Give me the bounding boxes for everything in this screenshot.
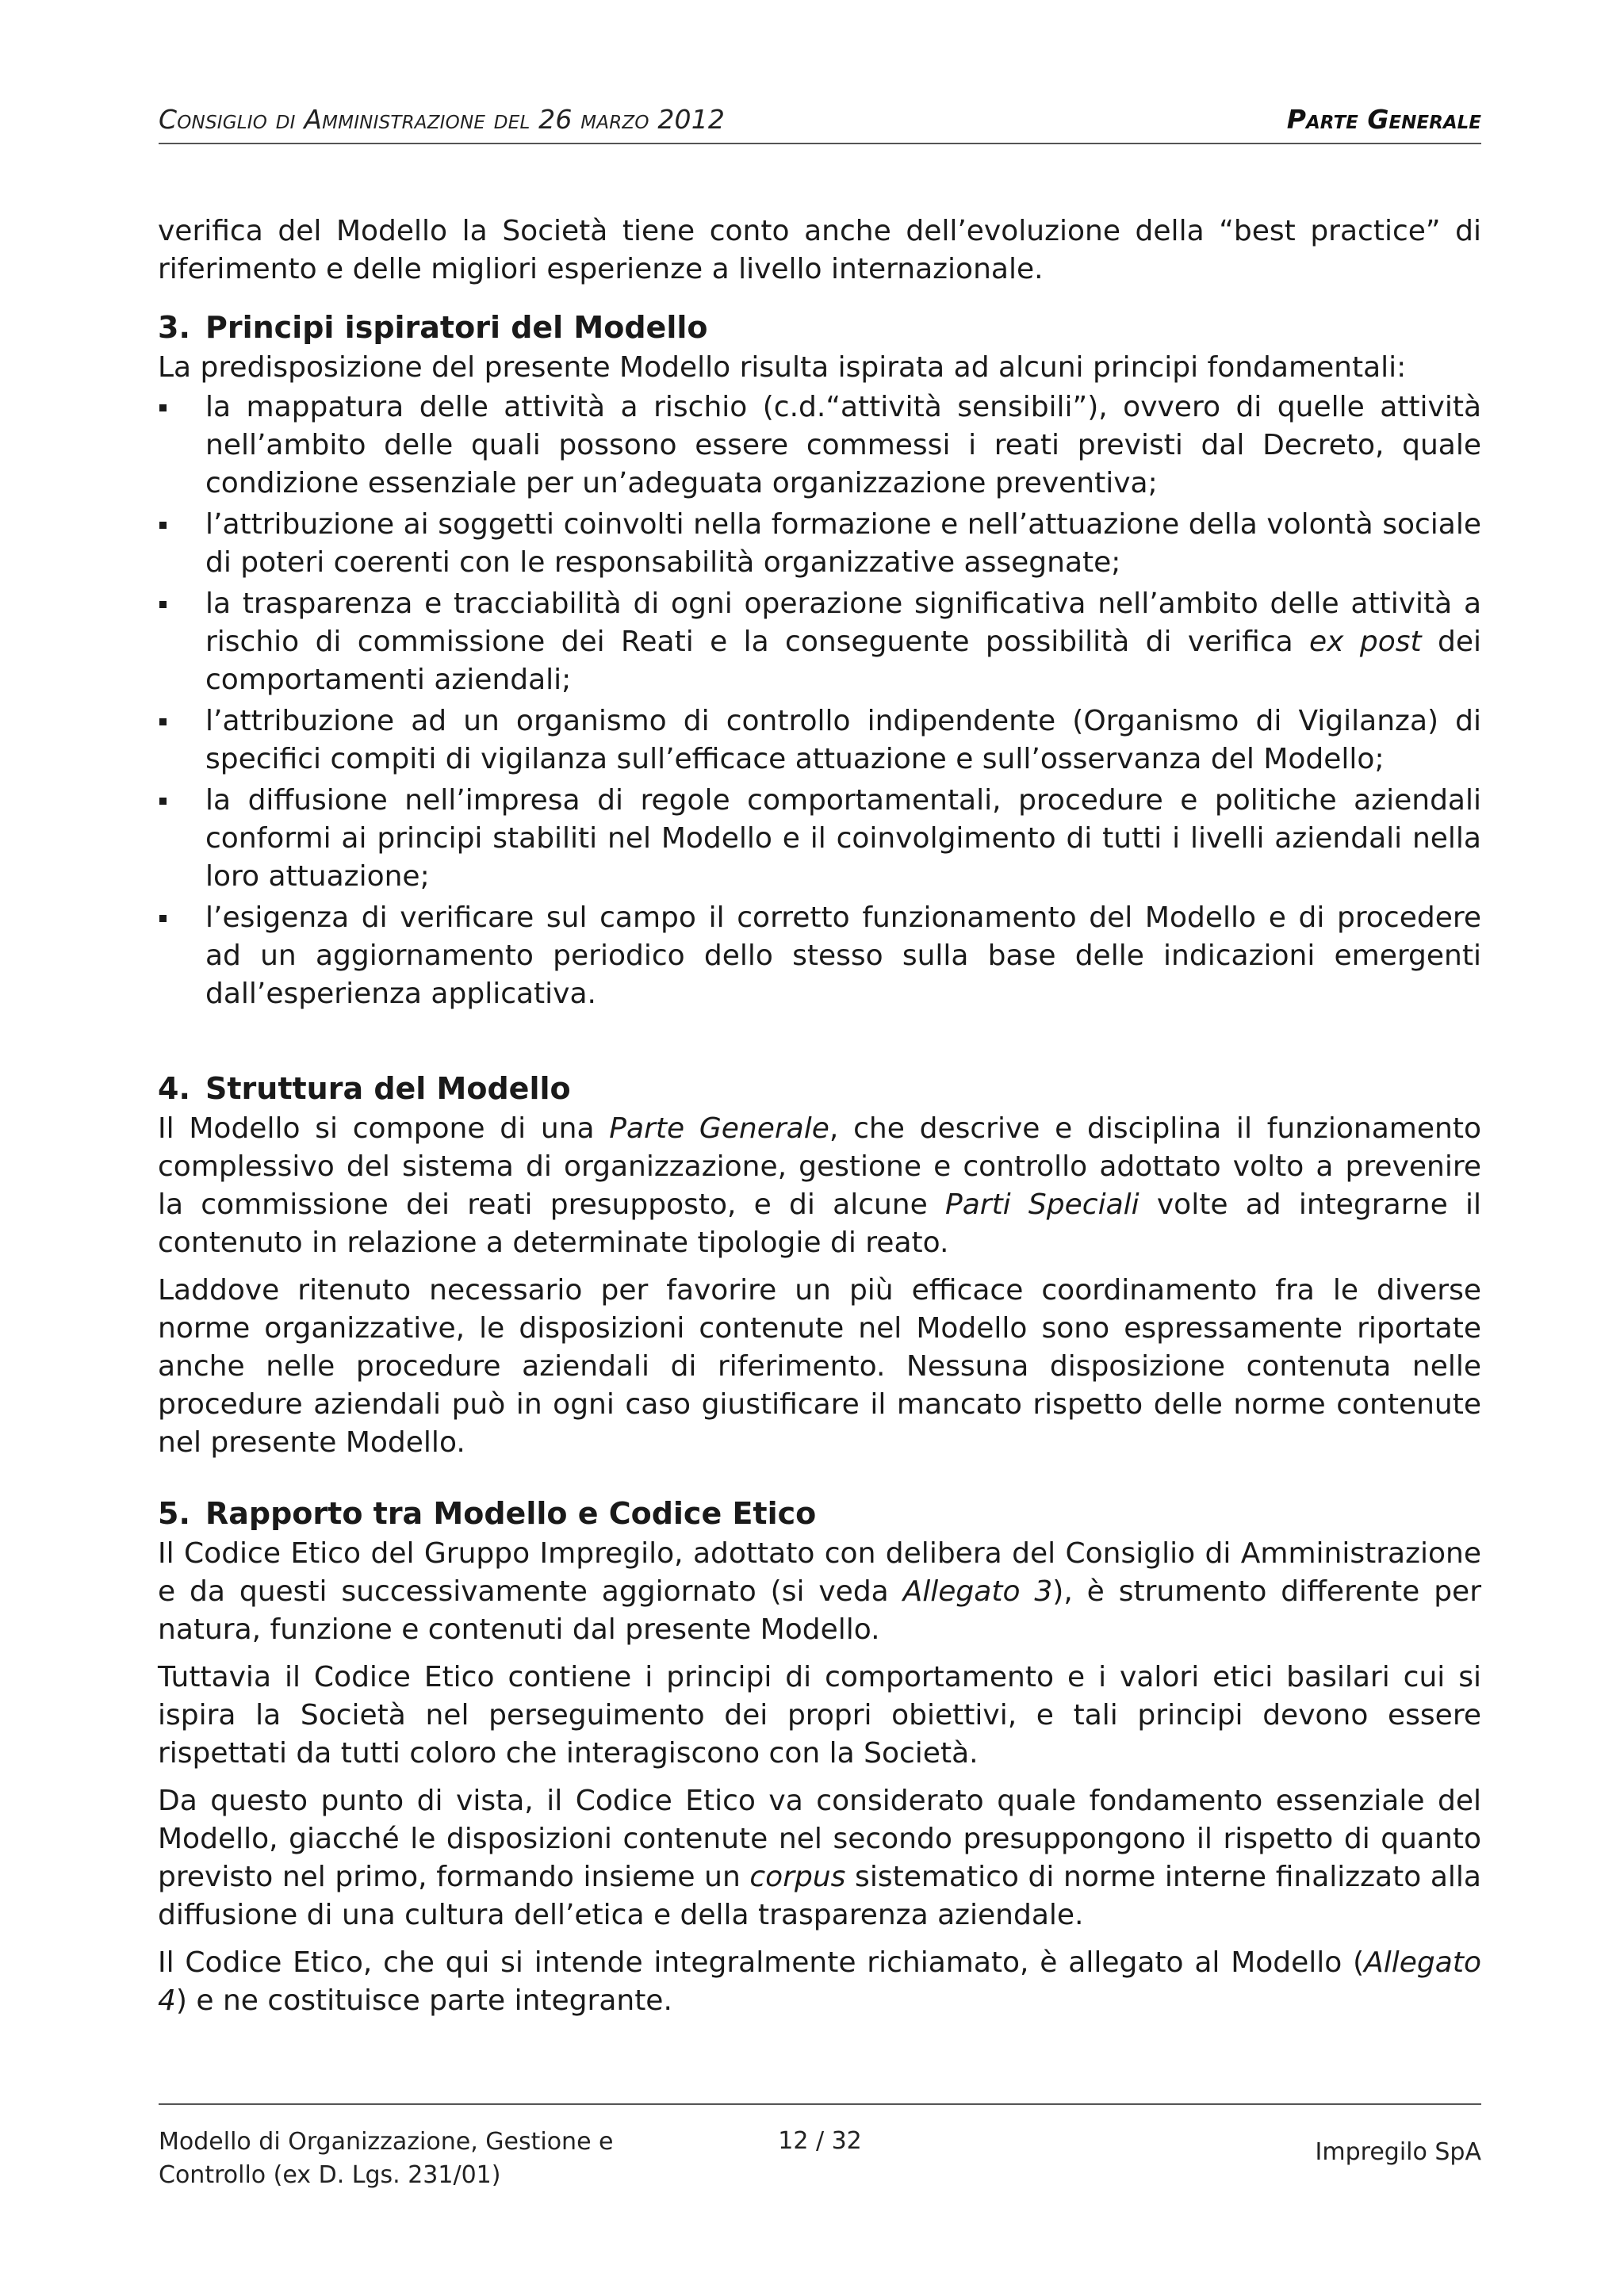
section-5-heading: [158, 1492, 1481, 1535]
section-4: [158, 1067, 1481, 1462]
italic-text-run: Allegato 4: [158, 1946, 1481, 2017]
section-5-paragraph-1: [158, 1535, 1481, 1649]
list-item: [158, 899, 1481, 1013]
section-4-paragraph-2: Laddove ritenuto necessario per favorire un più efficace coordinamento fra le diverse norme organizzative, le disposizioni contenute nel Modello sono espressamente riportate anche nelle procedure aziendali di riferimento. Nessuna disposizione contenuta nelle procedure aziendali può in ogni caso giustificare il mancato rispetto delle norme contenute nel presente Modello.: [158, 1274, 1481, 1459]
italic-text-run: Parte Generale: [609, 1112, 829, 1145]
text-run: ) e ne costituisce parte integrante.: [175, 1984, 672, 2017]
section-5-title: Rapporto tra Modello e Codice Etico: [205, 1496, 817, 1531]
italic-text-run: corpus: [749, 1861, 846, 1893]
intro-paragraph: verifica del Modello la Società tiene conto anche dell’evoluzione della “best practice” di riferimento e delle migliori esperienze a livello internazionale.: [158, 215, 1481, 285]
list-item-text: la diffusione nell’impresa di regole comportamentali, procedure e politiche aziendali conformi ai principi stabiliti nel Modello e il coinvolgimento di tutti i livelli aziendali nella loro attuazione;: [205, 784, 1481, 893]
list-item-text: l’attribuzione ad un organismo di controllo indipendente (Organismo di Vigilanza) di specifici compiti di vigilanza sull’efficace attuazione e sull’osservanza del Modello;: [205, 705, 1481, 775]
text-run: Il Codice Etico del Gruppo Impregilo, adottato con delibera del Consiglio di Amministrazione e da questi successivamente aggiornato (si veda: [158, 1537, 1481, 1608]
text-run: , che descrive e disciplina il funzionamento complessivo del sistema di organizzazione, gestione e controllo adottato volto a prevenire la commissione dei reati presupposto, e di alcune: [158, 1112, 1481, 1221]
section-5-paragraph-4: [158, 1944, 1481, 2020]
square-bullet-icon: [159, 798, 167, 805]
page-number: 12 / 32: [778, 2127, 862, 2155]
section-3-number: 3.: [158, 310, 190, 345]
page-header: [159, 98, 1481, 144]
list-item-text: dei comportamenti aziendali;: [205, 626, 1481, 696]
footer-title-line-1: Modello di Organizzazione, Gestione e: [159, 2128, 614, 2156]
square-bullet-icon: [159, 404, 167, 411]
italic-text-run: Allegato 3: [902, 1575, 1053, 1608]
list-item-text: l’attribuzione ai soggetti coinvolti nella formazione e nell’attuazione della volontà sociale di poteri coerenti con le responsabilità organizzative assegnate;: [205, 508, 1481, 579]
italic-text-run: Parti Speciali: [945, 1188, 1139, 1221]
text-run: ), è strumento differente per natura, funzione e contenuti dal presente Modello.: [158, 1575, 1481, 1646]
square-bullet-icon: [159, 915, 167, 922]
header-part-title: Parte Generale: [1286, 104, 1481, 135]
section-3-title: Principi ispiratori del Modello: [205, 310, 708, 345]
section-3: [158, 306, 1481, 1013]
list-item: [158, 388, 1481, 503]
square-bullet-icon: [159, 718, 167, 725]
list-item: [158, 585, 1481, 699]
square-bullet-icon: [159, 601, 167, 608]
document-body: [158, 212, 1481, 2030]
principles-list: [158, 388, 1481, 1013]
section-5: [158, 1492, 1481, 2020]
list-item-text: l’esigenza di verificare sul campo il corretto funzionamento del Modello e di procedere ad un aggiornamento periodico dello stesso sulla base delle indicazioni emergenti dall’esperienza applicativa.: [205, 901, 1481, 1010]
footer-company-name: Impregilo SpA: [1315, 2138, 1481, 2166]
section-5-paragraph-3: [158, 1782, 1481, 1934]
list-item: [158, 782, 1481, 896]
list-item-text: la mappatura delle attività a rischio (c.d.“attività sensibili”), ovvero di quelle attività nell’ambito delle quali possono essere commessi i reati previsti dal Decreto, quale condizione essenziale per un’adeguata organizzazione preventiva;: [205, 391, 1481, 499]
text-run: Da questo punto di vista, il Codice Etico va considerato quale fondamento essenziale del Modello, giacché le disposizioni contenute nel secondo presuppongono il rispetto di quanto previsto nel primo, formando insieme un: [158, 1785, 1481, 1893]
section-4-paragraph-1: [158, 1110, 1481, 1262]
text-run: Il Codice Etico, che qui si intende integralmente richiamato, è allegato al Modello (: [158, 1946, 1365, 1979]
footer-title-line-2: Controllo (ex D. Lgs. 231/01): [159, 2161, 501, 2189]
square-bullet-icon: [159, 522, 167, 529]
text-run: volte ad integrarne il contenuto in relazione a determinate tipologie di reato.: [158, 1188, 1482, 1259]
list-item: [158, 702, 1481, 779]
list-item-italic-text: ex post: [1309, 626, 1422, 658]
list-item: [158, 506, 1481, 582]
section-4-title: Struttura del Modello: [205, 1071, 571, 1106]
section-3-intro: La predisposizione del presente Modello risulta ispirata ad alcuni principi fondamentali:: [158, 351, 1407, 384]
section-4-number: 4.: [158, 1071, 190, 1106]
section-5-number: 5.: [158, 1496, 190, 1531]
section-5-paragraph-2: Tuttavia il Codice Etico contiene i principi di comportamento e i valori etici basilari cui si ispira la Società nel perseguimento dei propri obiettivi, e tali principi devono essere rispettati da tutti coloro che interagiscono con la Società.: [158, 1661, 1481, 1770]
text-run: sistematico di norme interne finalizzato alla diffusione di una cultura dell’etica e della trasparenza aziendale.: [158, 1861, 1481, 1931]
section-4-heading: [158, 1067, 1481, 1110]
section-3-heading: [158, 306, 1481, 349]
list-item-text: la trasparenza e tracciabilità di ogni operazione significativa nell’ambito delle attività a rischio di commissione dei Reati e la conseguente possibilità di verifica: [205, 587, 1481, 658]
text-run: Il Modello si compone di una: [158, 1112, 610, 1145]
page-footer: [159, 2103, 1481, 2200]
header-meeting-title: Consiglio di Amministrazione del 26 marzo 2012: [159, 104, 726, 135]
